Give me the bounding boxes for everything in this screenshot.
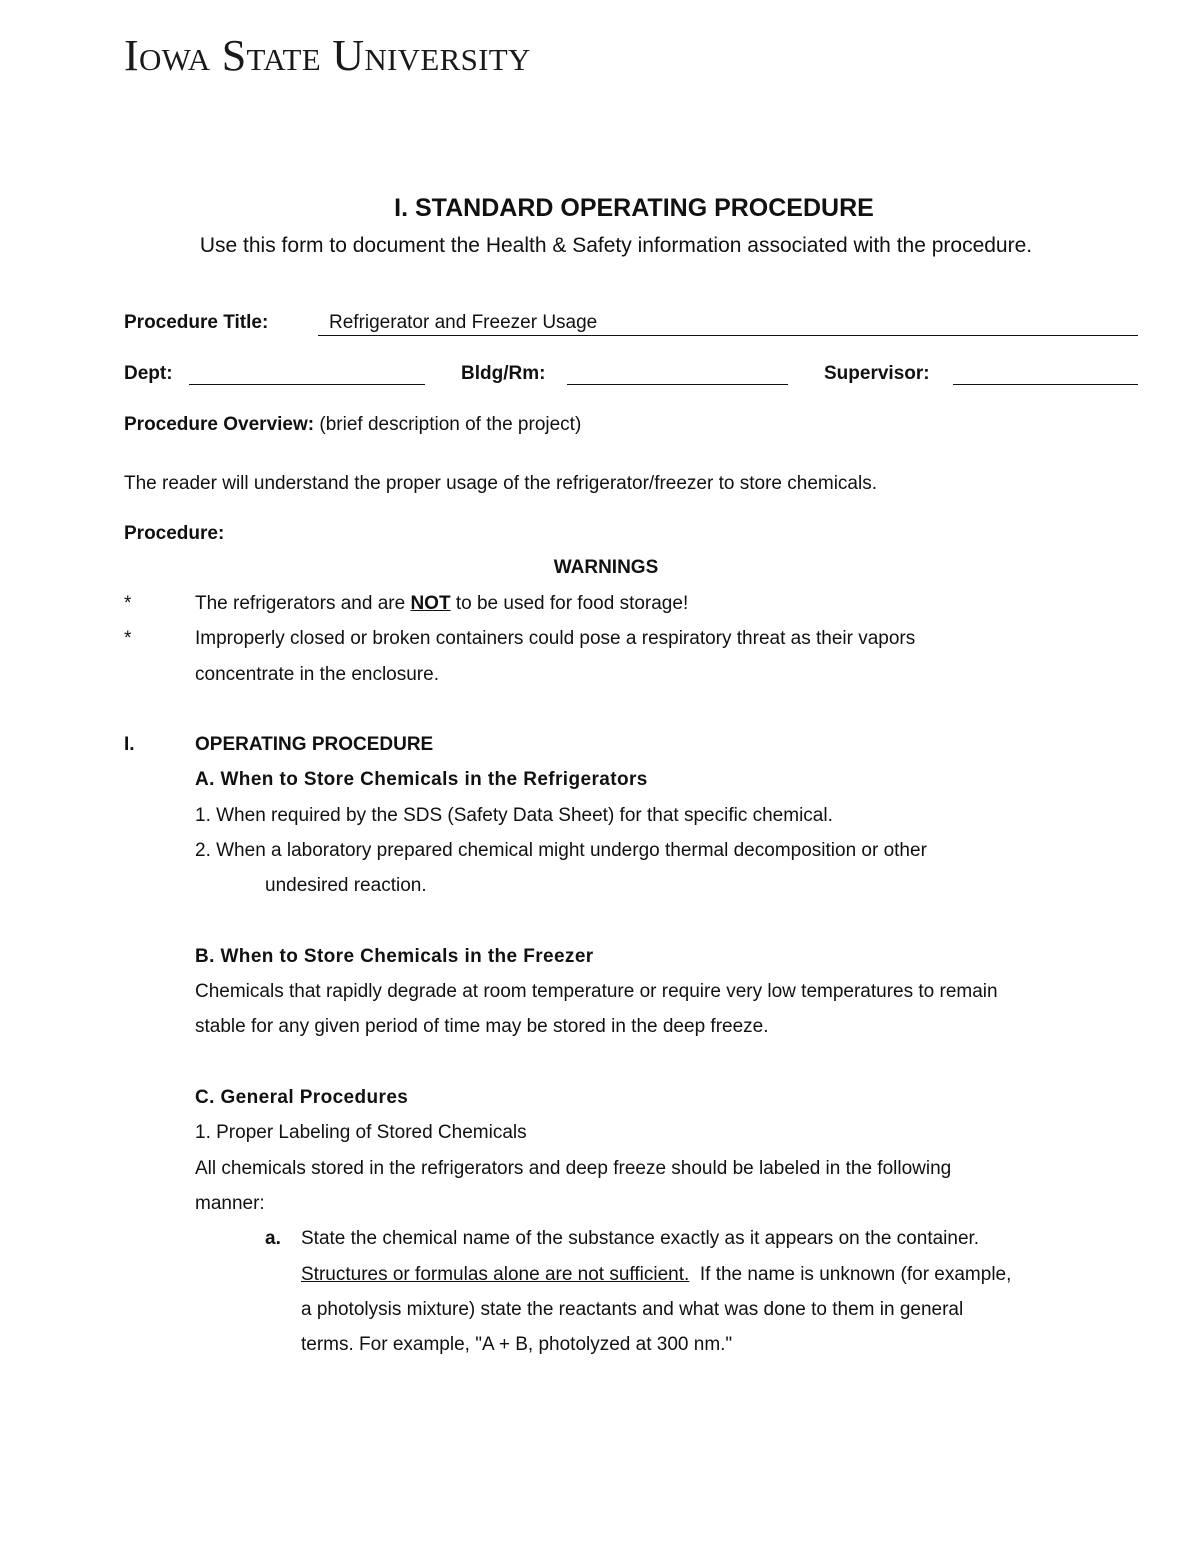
subsection-c-heading: C. General Procedures bbox=[195, 1087, 409, 1108]
subsection-c-item-a-line-3: a photolysis mixture) state the reactants and what was done to them in general bbox=[301, 1299, 964, 1320]
subsection-b-heading: B. When to Store Chemicals in the Freezer bbox=[195, 946, 594, 967]
subsection-c-paragraph-line-1: All chemicals stored in the refrigerators and deep freeze should be labeled in the following bbox=[195, 1158, 952, 1179]
overview-row bbox=[124, 414, 581, 436]
procedure-title-field[interactable]: Refrigerator and Freezer Usage bbox=[329, 312, 598, 333]
warning-1-emphasis: NOT bbox=[410, 593, 451, 614]
warning-item-2-line-1: Improperly closed or broken containers could pose a respiratory threat as their vapors bbox=[195, 628, 916, 649]
subsection-c-item-a-line-4: terms. For example, "A + B, photolyzed at 300 nm." bbox=[301, 1334, 733, 1355]
subsection-a-item-2-line-1: 2. When a laboratory prepared chemical might undergo thermal decomposition or other bbox=[195, 840, 927, 861]
subsection-c-item-1: 1. Proper Labeling of Stored Chemicals bbox=[195, 1122, 527, 1143]
dept-field[interactable] bbox=[189, 384, 425, 385]
warnings-heading: WARNINGS bbox=[553, 557, 659, 578]
subsection-b-line-1: Chemicals that rapidly degrade at room temperature or require very low temperatures to remain bbox=[195, 981, 998, 1002]
subsection-c-item-a-line-2 bbox=[301, 1264, 1011, 1286]
subsection-c-item-a-marker: a. bbox=[265, 1228, 281, 1249]
bldg-label: Bldg/Rm: bbox=[461, 363, 546, 384]
subsection-a-heading: A. When to Store Chemicals in the Refrigerators bbox=[195, 769, 648, 790]
procedure-label: Procedure: bbox=[124, 523, 225, 544]
overview-text: The reader will understand the proper usage of the refrigerator/freezer to store chemicals. bbox=[124, 473, 877, 494]
university-logo bbox=[124, 30, 531, 81]
warning-1-text-end: to be used for food storage! bbox=[450, 593, 689, 614]
overview-hint: (brief description of the project) bbox=[319, 414, 582, 435]
section-heading: OPERATING PROCEDURE bbox=[195, 734, 434, 755]
warning-item-2-line-2: concentrate in the enclosure. bbox=[195, 664, 439, 685]
dept-label: Dept: bbox=[124, 363, 173, 384]
supervisor-field[interactable] bbox=[953, 384, 1138, 385]
bldg-field[interactable] bbox=[567, 384, 788, 385]
warning-bullet-2: * bbox=[124, 628, 132, 649]
supervisor-label: Supervisor: bbox=[824, 363, 930, 384]
warning-item-1 bbox=[195, 593, 688, 615]
section-numeral: I. bbox=[124, 734, 135, 755]
procedure-title-underline bbox=[318, 335, 1138, 336]
subsection-c-item-a-underlined: Structures or formulas alone are not sufficient. bbox=[301, 1264, 690, 1285]
subsection-c-item-a-line-2-rest: If the name is unknown (for example, bbox=[689, 1264, 1012, 1285]
warning-bullet-1: * bbox=[124, 593, 132, 614]
document-subtitle: Use this form to document the Health & Safety information associated with the procedure. bbox=[199, 234, 1033, 257]
warning-1-text-start: The refrigerators and are bbox=[195, 593, 411, 614]
document-title: I. STANDARD OPERATING PROCEDURE bbox=[394, 194, 874, 222]
subsection-a-item-1: 1. When required by the SDS (Safety Data Sheet) for that specific chemical. bbox=[195, 805, 833, 826]
subsection-c-item-a-line-1: State the chemical name of the substance exactly as it appears on the container. bbox=[301, 1228, 980, 1249]
subsection-b-line-2: stable for any given period of time may be stored in the deep freeze. bbox=[195, 1016, 769, 1037]
overview-label: Procedure Overview: bbox=[124, 414, 315, 435]
subsection-a-item-2-line-2: undesired reaction. bbox=[265, 875, 427, 896]
procedure-title-label: Procedure Title: bbox=[124, 312, 269, 333]
subsection-c-paragraph-line-2: manner: bbox=[195, 1193, 265, 1214]
logo-text: Iowa State University bbox=[124, 31, 531, 80]
